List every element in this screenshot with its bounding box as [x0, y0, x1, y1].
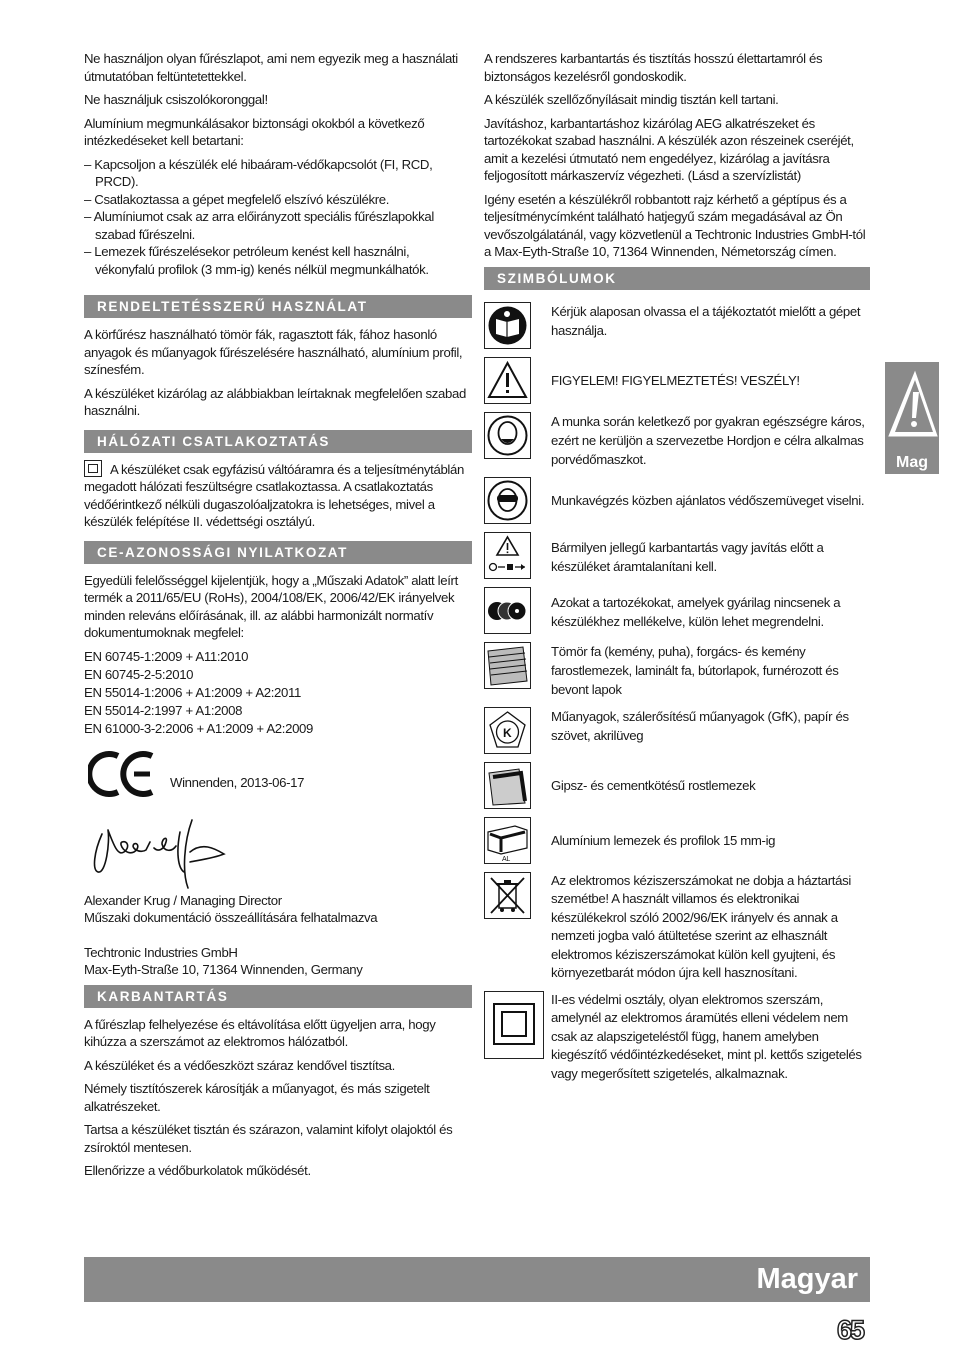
symbol-text: Az elektromos kéziszerszámokat ne dobja a háztartási szemétbe! A használt villamos és elektronikai készülékekrol szóló 2002/96/EK irányelv és annak a nemzeti jogba való átültetése szerint az elhasznált elektromos kéziszerszámokat külön kell gyujteni, és környezetbarát módon újra kell hasznosítani.: [551, 872, 851, 980]
side-tab-label: Mag: [896, 454, 928, 471]
aluminium-profile-icon: [484, 817, 531, 864]
maintenance-paragraph: A fűrészlap felhelyezése és eltávolítása előtt ügyeljen arra, hogy kihúzza a szerszámot az elektromos hálózatból.: [84, 1016, 436, 1049]
unplug-warning-icon: [484, 532, 531, 579]
symbol-text: Tömör fa (kemény, puha), forgács- és kemény farostlemezek, laminált fa, bútorlapok, furnérozott és bevont lapok: [551, 643, 839, 697]
symbol-text: Munkavégzés közben ajánlatos védőszemüveget viselni.: [551, 492, 865, 508]
standard-item: EN 61000-3-2:2006 + A1:2009 + A2:2009: [84, 720, 314, 736]
symbol-text: Alumínium lemezek és profilok 15 mm-ig: [551, 832, 776, 848]
symbol-text: Gipsz- és cementkötésű rostlemezek: [551, 777, 756, 793]
wood-material-icon: [484, 642, 531, 689]
intended-use-heading: RENDELTETÉSSZERŰ HASZNÁLAT: [84, 295, 472, 318]
symbol-row: [484, 872, 870, 983]
weee-bin-icon: [484, 872, 531, 919]
left-column: [84, 50, 472, 1186]
list-item: – Lemezek fűrészelésekor petróleum kenést kell használni, vékonyfalú profilok (3 mm-ig) kenés nélkül megmunkálhatók.: [84, 244, 429, 277]
right-column: [484, 50, 870, 1091]
signer-name: Alexander Krug / Managing Director: [84, 892, 282, 908]
maintenance-paragraph: A készüléket és a védőeszközt száraz kendővel tisztítsa.: [84, 1057, 395, 1073]
list-item: – Csatlakoztassa a gépet megfelelő elszívó készülékre.: [84, 191, 390, 207]
symbol-row: [484, 817, 870, 864]
standard-item: EN 60745-1:2009 + A11:2010: [84, 648, 249, 664]
symbol-row: [484, 357, 870, 404]
page-number: 65: [837, 1315, 864, 1345]
standards-list: [84, 648, 472, 738]
symbol-text: A munka során keletkező por gyakran egészségre káros, ezért ne kerüljön a szervezetbe Hordjon e célra alkalmas porvédőmaszkot.: [551, 413, 865, 467]
symbol-row: [484, 762, 870, 809]
mains-heading: HÁLÓZATI CSATLAKOZTATÁS: [84, 430, 472, 453]
ce-paragraph: Egyedüli felelősséggel kijelentjük, hogy a „Műszaki Adatok” alatt leírt termék a 2011/65/EU (RoHs), 2004/108/EK, 2006/42/EK irányelvek minden releváns előírásának, ill. az alábbi harmonizált normatív dokumentumoknak megfelel:: [84, 572, 458, 640]
symbol-text: FIGYELEM! FIGYELMEZTETÉS! VESZÉLY!: [551, 372, 800, 388]
symbol-row: [484, 642, 870, 699]
ce-heading: CE-AZONOSSÁGI NYILATKOZAT: [84, 541, 472, 564]
company-address: Max-Eyth-Straße 10, 71364 Winnenden, Germany: [84, 962, 363, 977]
maintenance-paragraph: Ellenőrizze a védőburkolatok működését.: [84, 1163, 311, 1178]
maintenance-paragraph: Igény esetén a készülékről robbantott rajz kérhető a géptípus és a teljesítménycímként található hatjegyű szám megadásával az Ön vevőszolgálatánál, vagy közvetlenül a Techtronic Industries GmbH-tól a Max-Eyth-Straße 10, 71364 Winnenden, Németország címen.: [484, 191, 866, 259]
standard-item: EN 55014-1:2006 + A1:2009 + A2:2011: [84, 684, 302, 700]
symbol-text: Azokat a tartozékokat, amelyek gyárilag nincsenek a készülékhez mellékelve, külön lehet megrendelni.: [551, 594, 841, 629]
company-name: Techtronic Industries GmbH: [84, 944, 238, 960]
warning-triangle-icon: [484, 357, 531, 404]
footer-bar: [84, 1257, 870, 1302]
symbol-row: [484, 532, 870, 579]
svg-text:K: K: [503, 725, 512, 740]
intro-paragraph: Ne használjuk csiszolókoronggal!: [84, 92, 268, 107]
standard-item: EN 55014-2:1997 + A1:2008: [84, 702, 243, 718]
intro-paragraph: Alumínium megmunkálásakor biztonsági okokból a következő intézkedéseket kell betartani:: [84, 115, 425, 148]
safety-goggles-icon: [484, 477, 531, 524]
language-side-tab: [885, 362, 939, 474]
symbol-text: Műanyagok, szálerősítésű műanyagok (GfK), papír és szövet, akrilüveg: [551, 708, 849, 743]
ce-mark-icon: [88, 750, 158, 798]
place-date: Winnenden, 2013-06-17: [170, 774, 305, 790]
plastic-material-icon: [484, 707, 531, 754]
aluminium-rules-list: [84, 156, 472, 279]
signature: [84, 812, 472, 890]
mains-text: A készüléket csak egyfázisú váltóáramra és a teljesítménytáblán megadott hálózati feszültségre csatlakoztassa. A csatlakoztatás védőérintkező nélküli dugaszolóaljzatokra is lehetséges, mivel a készülék felépítése II. védettségi osztályú.: [84, 461, 464, 529]
class-ii-insulation-icon: [484, 991, 544, 1059]
symbol-row: [484, 991, 870, 1084]
maintenance-paragraph: Tartsa a készüléket tisztán és szárazon, valamint kifolyt olajoktól és zsíroktól mentesen.: [84, 1122, 453, 1155]
intro-paragraph: Ne használjon olyan fűrészlapot, ami nem egyezik meg a használati útmutatóban feltüntetettekkel.: [84, 51, 458, 84]
symbol-text: II-es védelmi osztály, olyan elektromos szerszám, amelynél az elektromos áramütés elleni védelem nem csak az alapszigeteléstől függ, hanem amelyben kiegészítő védőintézkedéseket, mint pl. kettős szigetelés vagy megerősített szigetelés, alkalmaznak.: [551, 991, 862, 1081]
intended-use-paragraph: A készüléket kizárólag az alábbiakban leírtaknak megfelelően szabad használni.: [84, 385, 466, 418]
authorized-text: Műszaki dokumentáció összeállítására felhatalmazva: [84, 910, 378, 925]
list-item: – Alumíniumot csak az arra előirányzott speciális fűrészlapokkal szabad fűrészelni.: [84, 209, 434, 242]
accessory-blades-icon: [484, 587, 531, 634]
aluminium-label: AL: [502, 855, 510, 863]
footer-language-title: Magyar: [756, 1263, 858, 1295]
gypsum-board-icon: [484, 762, 531, 809]
symbol-text: Kérjük alaposan olvassa el a tájékoztatót mielőtt a gépet használja.: [551, 303, 861, 338]
maintenance-paragraph: A rendszeres karbantartás és tisztítás hosszú élettartamról és biztonságos kezelésről gondoskodik.: [484, 51, 823, 84]
maintenance-heading: KARBANTARTÁS: [84, 985, 472, 1008]
maintenance-paragraph: A készülék szellőzőnyílásait mindig tisztán kell tartani.: [484, 92, 779, 107]
warning-exclamation-icon: [885, 366, 939, 448]
symbol-row: [484, 477, 870, 524]
signature-drawing: [84, 812, 254, 890]
symbol-row: [484, 412, 870, 469]
mains-paragraph: [84, 461, 472, 531]
ce-mark-row: [84, 750, 472, 808]
symbol-text: Bármilyen jellegű karbantartás vagy javítás előtt a készüléket áramtalanítani kell.: [551, 539, 824, 574]
symbol-row: [484, 587, 870, 634]
symbol-row: [484, 302, 870, 349]
read-manual-icon: [484, 302, 531, 349]
list-item: – Kapcsoljon a készülék elé hibaáram-védőkapcsolót (FI, RCD, PRCD).: [84, 156, 433, 189]
maintenance-paragraph: Némely tisztítószerek károsítják a műanyagot, és más szigetelt alkatrészeket.: [84, 1081, 430, 1114]
symbol-row: [484, 707, 870, 754]
dust-mask-icon: [484, 412, 531, 459]
symbols-heading: SZIMBÓLUMOK: [484, 267, 870, 290]
maintenance-paragraph: Javításhoz, karbantartáshoz kizárólag AEG alkatrészeket és tartozékokat szabad használni. A készülék azon részeinek cseréjét, amit a kezelési útmutató nem engedélyez, kizárólag a javításra feljogosított márkaszervíz végezheti. (Lásd a szervízlistát): [484, 115, 854, 183]
intended-use-paragraph: A körfűrész használható tömör fák, ragasztott fák, fához hasonló anyagok és műanyagok fűrészelésére használható, alumínium profil, színesfém.: [84, 327, 463, 377]
class-ii-square-icon: [84, 460, 102, 477]
standard-item: EN 60745-2-5:2010: [84, 666, 194, 682]
